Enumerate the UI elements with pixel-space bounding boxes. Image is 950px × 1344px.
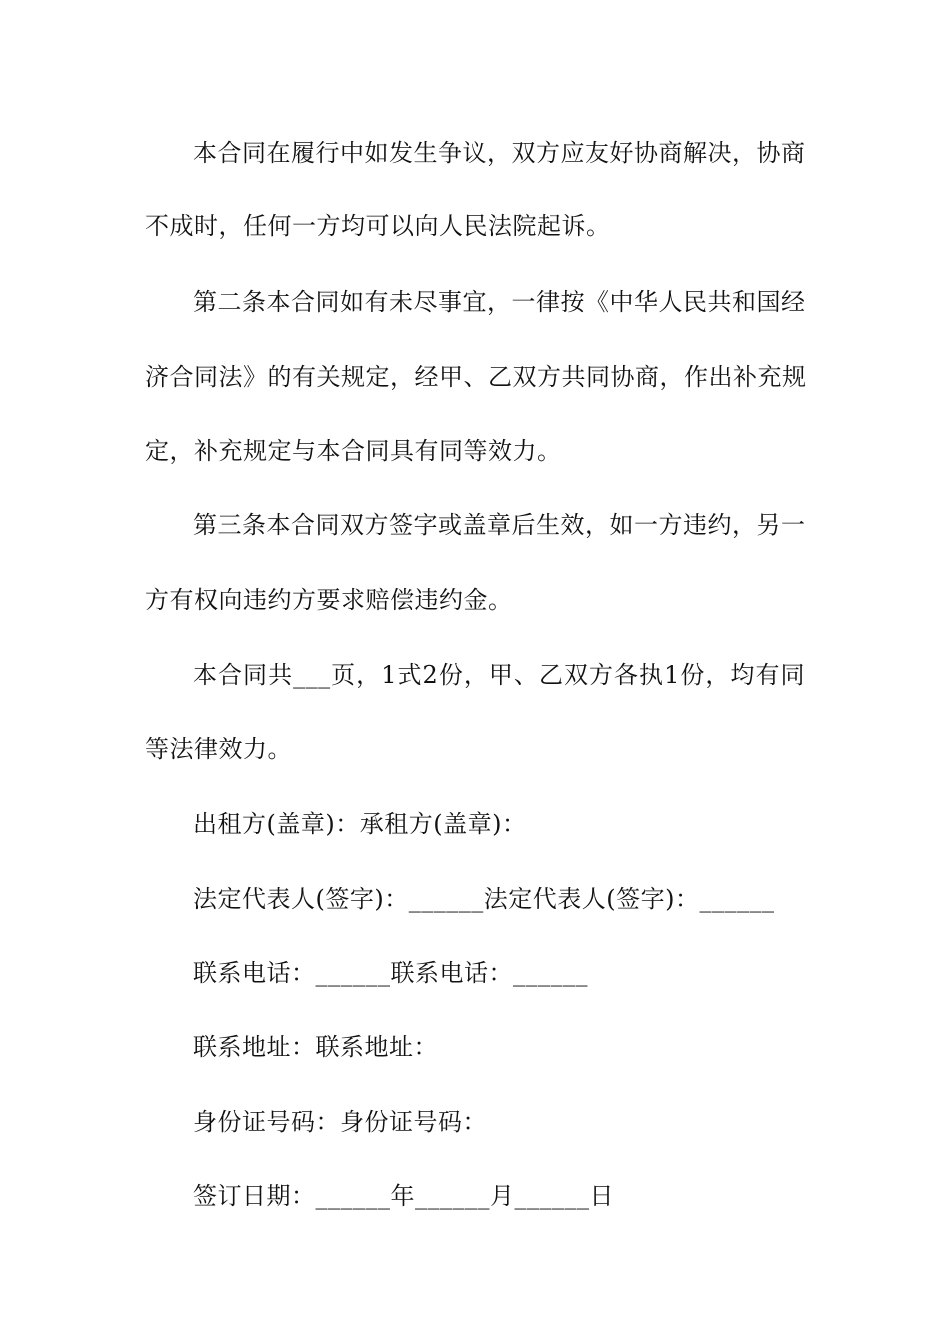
signature-phone: 联系电话：______联系电话：______ [193,959,588,987]
paragraph-2-line-2: 济合同法》的有关规定，经甲、乙双方共同协商，作出补充规 [145,363,807,391]
paragraph-1-line-2: 不成时，任何一方均可以向人民法院起诉。 [145,212,611,240]
paragraph-3-line-1: 第三条本合同双方签字或盖章后生效，如一方违约，另一 [193,511,806,539]
signature-id-number: 身份证号码：身份证号码： [193,1108,487,1136]
signature-address: 联系地址：联系地址： [193,1033,438,1061]
signature-legal-representative: 法定代表人(签字)：______法定代表人(签字)：______ [193,885,775,913]
paragraph-2-line-1: 第二条本合同如有未尽事宜，一律按《中华人民共和国经 [193,288,806,316]
signature-date: 签订日期：______年______月______日 [193,1182,614,1210]
paragraph-4-line-1: 本合同共___页，1式2份，甲、乙双方各执1份，均有同 [193,661,805,689]
paragraph-2-line-3: 定，补充规定与本合同具有同等效力。 [145,437,562,465]
paragraph-1-line-1: 本合同在履行中如发生争议，双方应友好协商解决，协商 [193,139,806,167]
signature-lessor-lessee: 出租方(盖章)：承租方(盖章)： [193,810,527,838]
paragraph-3-line-2: 方有权向违约方要求赔偿违约金。 [145,586,513,614]
paragraph-4-line-2: 等法律效力。 [145,735,292,763]
